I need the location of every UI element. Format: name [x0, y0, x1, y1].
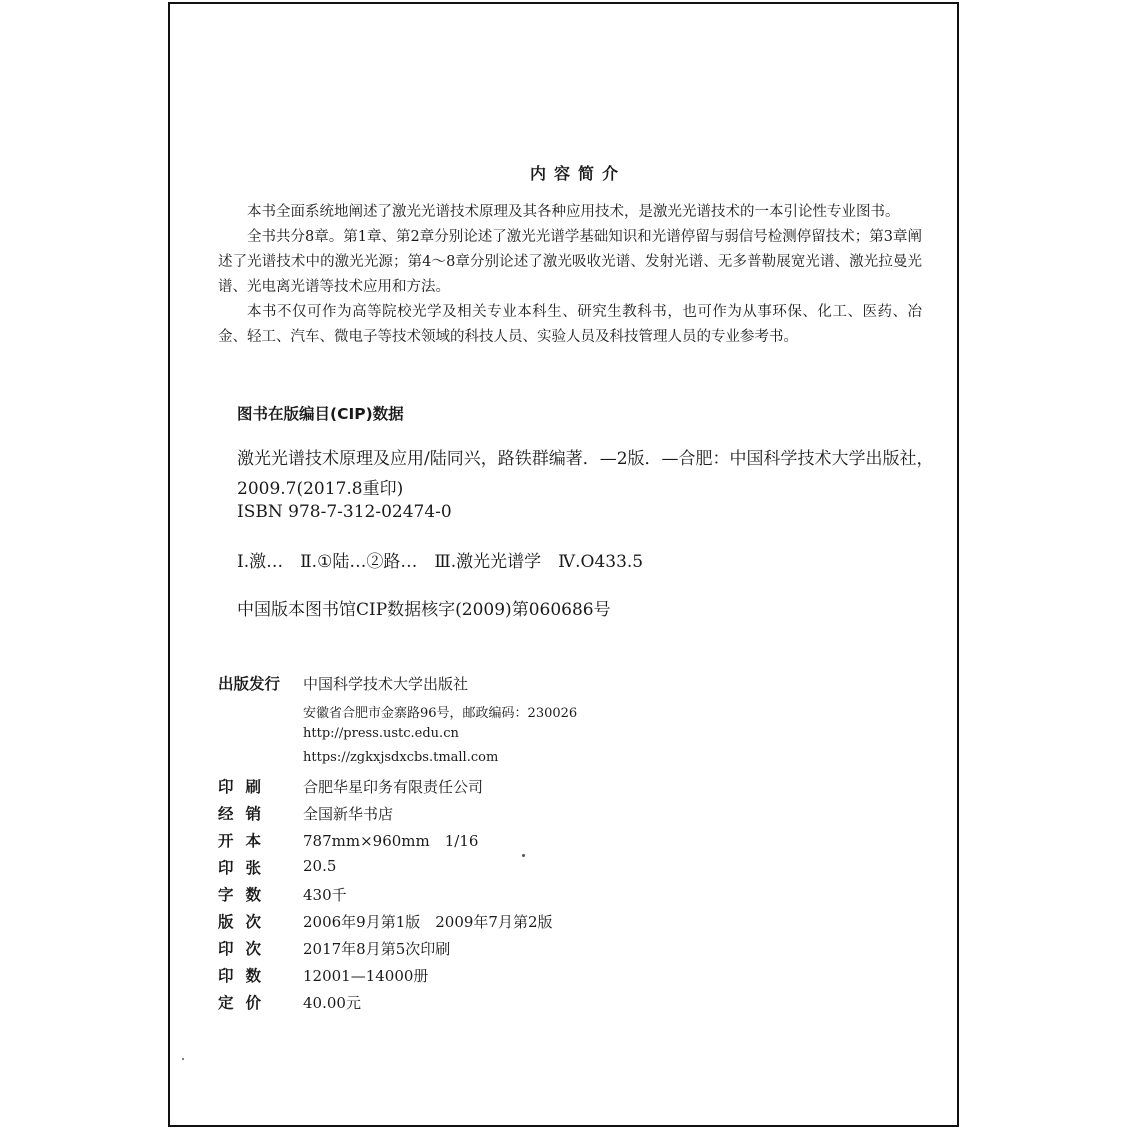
word-count-label: 字 数 — [218, 886, 261, 904]
impression-label: 印 次 — [218, 940, 261, 958]
publisher-website: http://press.ustc.edu.cn — [303, 726, 459, 741]
printer-value: 合肥华星印务有限责任公司 — [303, 778, 484, 796]
cip-entry-line-1: 激光光谱技术原理及应用/陆同兴，路铁群编著．—2版．—合肥：中国科学技术大学出版社， — [237, 449, 934, 469]
print-run-label: 印 数 — [218, 967, 261, 985]
edition-value: 2006年9月第1版 2009年7月第2版 — [303, 913, 553, 931]
publisher-name: 中国科学技术大学出版社 — [303, 675, 469, 693]
intro-paragraph-2: 全书共分8章。第1章、第2章分别论述了激光光谱学基础知识和光谱停留与弱信号检测停留技术；第3章阐述了光谱技术中的激光光源；第4～8章分别论述了激光吸收光谱、发射光谱、无多普勒展宽光谱、激光拉曼光谱、光电离光谱等技术应用和方法。 — [218, 229, 922, 295]
price-label: 定 价 — [218, 994, 261, 1012]
format-label: 开 本 — [218, 832, 261, 850]
cip-isbn: ISBN 978-7-312-02474-0 — [237, 502, 452, 522]
printer-label: 印 刷 — [218, 778, 261, 796]
impression-value: 2017年8月第5次印刷 — [303, 940, 451, 958]
distributor-label: 经 销 — [218, 805, 261, 823]
print-run-value: 12001—14000册 — [303, 967, 429, 985]
edition-label: 版 次 — [218, 913, 261, 931]
scan-speck — [522, 854, 525, 857]
sheets-value: 20.5 — [303, 857, 337, 875]
cip-record-number: 中国版本图书馆CIP数据核字(2009)第060686号 — [237, 600, 611, 620]
cip-classification: Ⅰ.激… Ⅱ.①陆…②路… Ⅲ.激光光谱学 Ⅳ.O433.5 — [237, 552, 644, 572]
cip-heading: 图书在版编目(CIP)数据 — [237, 405, 404, 423]
intro-title: 内容简介 — [530, 164, 627, 183]
publisher-label: 出版发行 — [218, 675, 281, 693]
intro-paragraph-3: 本书不仅可作为高等院校光学及相关专业本科生、研究生教科书，也可作为从事环保、化工、医药、冶金、轻工、汽车、微电子等技术领域的科技人员、实验人员及科技管理人员的专业参考书。 — [218, 304, 922, 345]
word-count-value: 430千 — [303, 886, 347, 904]
distributor-value: 全国新华书店 — [303, 805, 394, 823]
book-copyright-page — [168, 2, 959, 1127]
publisher-store: https://zgkxjsdxcbs.tmall.com — [303, 750, 499, 765]
format-value: 787mm×960mm 1/16 — [303, 832, 479, 850]
scan-speck — [182, 1058, 184, 1060]
price-value: 40.00元 — [303, 994, 361, 1012]
intro-paragraph-1: 本书全面系统地阐述了激光光谱技术原理及其各种应用技术，是激光光谱技术的一本引论性专业图书。 — [247, 204, 900, 220]
cip-entry-line-2: 2009.7(2017.8重印) — [237, 479, 404, 499]
sheets-label: 印 张 — [218, 859, 261, 877]
publisher-address: 安徽省合肥市金寨路96号，邮政编码：230026 — [303, 706, 578, 721]
